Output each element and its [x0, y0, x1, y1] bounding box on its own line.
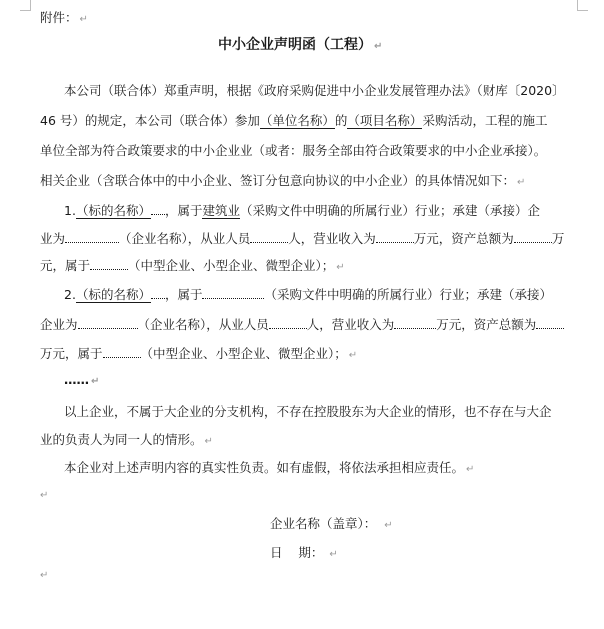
paragraph-mark: ↵ — [329, 549, 338, 560]
item2-assets-blank[interactable] — [536, 328, 564, 329]
attachment-label-line — [40, 10, 88, 28]
blank-paragraph-2 — [40, 566, 48, 584]
para2-line2 — [40, 432, 213, 450]
para1-line2-pre: 46 号）的规定，本公司（联合体）参加 — [40, 113, 260, 128]
para1-line3-text: 单位全部为符合政策要求的中小企业业（或者：服务全部由符合政策要求的中小企业承接）。 — [40, 143, 547, 158]
item2-line1 — [64, 287, 552, 303]
attachment-label: 附件： — [40, 10, 78, 25]
item1-assets-unit: 万 — [551, 231, 565, 246]
item1-line2-pre: 业为 — [40, 231, 66, 246]
item2-line2 — [40, 317, 564, 333]
para1-line1-text: 本公司（联合体）郑重声明，根据《政府采购促进中小企业发展管理办法》（财库〔2020〕 — [64, 83, 565, 98]
item1-revenue-blank[interactable] — [376, 242, 414, 243]
paragraph-mark: ↵ — [79, 14, 88, 25]
paragraph-mark: ↵ — [466, 464, 475, 475]
para1-line4 — [40, 173, 525, 191]
item1-line3 — [40, 258, 345, 276]
item1-belongs: ，属于 — [164, 203, 203, 218]
para1-line3 — [40, 143, 546, 159]
para1-line4-text: 相关企业（含联合体中的中小企业、签订分包意向协议的中小企业）的具体情况如下： — [40, 173, 516, 188]
item1-line2 — [40, 231, 564, 247]
signature-date-label: 日 期： — [270, 545, 324, 560]
margin-corner-top-right — [577, 0, 588, 11]
paragraph-mark: ↵ — [40, 570, 49, 581]
item1-industry-field[interactable]: 建筑业 — [202, 203, 240, 218]
item2-company-note: （企业名称），从业人员 — [137, 317, 269, 332]
item1-people-blank[interactable] — [250, 242, 288, 243]
item2-people-blank[interactable] — [269, 328, 307, 329]
item1-assets-blank[interactable] — [514, 242, 552, 243]
item1-industry-note: （采购文件中明确的所属行业）行业；承建（承接）企 — [239, 203, 540, 218]
item1-revenue-unit: 万元，资产总额为 — [413, 231, 514, 246]
item2-industry-note: （采购文件中明确的所属行业）行业；承建（承接） — [264, 287, 552, 302]
title-text: 中小企业声明函（工程） — [218, 37, 372, 53]
para2-line2-text: 业的负责人为同一人的情形。 — [40, 432, 203, 447]
item1-size-blank[interactable] — [90, 269, 128, 270]
signature-date-line — [270, 545, 338, 563]
paragraph-mark: ↵ — [348, 350, 358, 361]
item1-line1 — [64, 203, 540, 219]
para3-line — [64, 460, 474, 478]
para2-line1-text: 以上企业，不属于大企业的分支机构，不存在控股股东为大企业的情形，也不存在与大企 — [64, 404, 552, 419]
para1-line2-mid: 的 — [334, 113, 348, 128]
signature-company-label: 企业名称（盖章）： — [270, 516, 377, 531]
paragraph-mark: ↵ — [374, 41, 383, 52]
ellipsis-line — [64, 372, 99, 390]
para1-line2 — [40, 113, 547, 129]
item2-line3 — [40, 346, 357, 364]
ellipsis: …… — [64, 372, 89, 387]
para2-line1 — [64, 404, 552, 420]
unit-name-field[interactable]: （单位名称） — [259, 113, 335, 128]
para1-line1 — [64, 83, 565, 99]
item2-people-unit: 人，营业收入为 — [306, 317, 395, 332]
item1-company-note: （企业名称），从业人员 — [119, 231, 251, 246]
item1-line3-post: （中型企业、小型企业、微型企业）； — [128, 258, 335, 273]
item2-industry-blank[interactable] — [202, 298, 264, 299]
margin-corner-top-left — [20, 0, 31, 11]
item1-line3-pre: 元，属于 — [40, 258, 91, 273]
item2-revenue-blank[interactable] — [394, 328, 436, 329]
paragraph-mark: ↵ — [204, 436, 213, 447]
para1-line2-post: 采购活动，工程的施工 — [422, 113, 548, 128]
item2-size-blank[interactable] — [103, 357, 141, 358]
para3-text: 本企业对上述声明内容的真实性负责。如有虚假，将依法承担相应责任。 — [64, 460, 465, 475]
paragraph-mark: ↵ — [517, 177, 526, 188]
item2-line3-pre: 万元，属于 — [40, 346, 103, 361]
item2-revenue-unit: 万元，资产总额为 — [436, 317, 537, 332]
paragraph-mark: ↵ — [384, 520, 393, 531]
item1-people-unit: 人，营业收入为 — [288, 231, 376, 246]
item2-bid-dots[interactable] — [151, 298, 165, 299]
item2-bid-name-field[interactable]: （标的名称） — [75, 287, 151, 302]
item2-belongs: ，属于 — [164, 287, 203, 302]
item2-line2-pre: 企业为 — [40, 317, 78, 332]
paragraph-mark: ↵ — [336, 262, 345, 273]
item2-number: 2. — [64, 287, 76, 302]
item1-bid-dots[interactable] — [151, 214, 165, 215]
blank-paragraph-1 — [40, 486, 48, 504]
item2-company-blank[interactable] — [78, 328, 138, 329]
document-title — [218, 37, 382, 55]
paragraph-mark: ↵ — [40, 490, 49, 501]
project-name-field[interactable]: （项目名称） — [347, 113, 423, 128]
item1-company-blank[interactable] — [65, 242, 119, 243]
item1-bid-name-field[interactable]: （标的名称） — [75, 203, 151, 218]
item2-line3-post: （中型企业、小型企业、微型企业）； — [140, 346, 347, 361]
item1-number: 1. — [64, 203, 76, 218]
signature-company-line — [270, 516, 393, 534]
paragraph-mark: ↵ — [91, 376, 100, 387]
